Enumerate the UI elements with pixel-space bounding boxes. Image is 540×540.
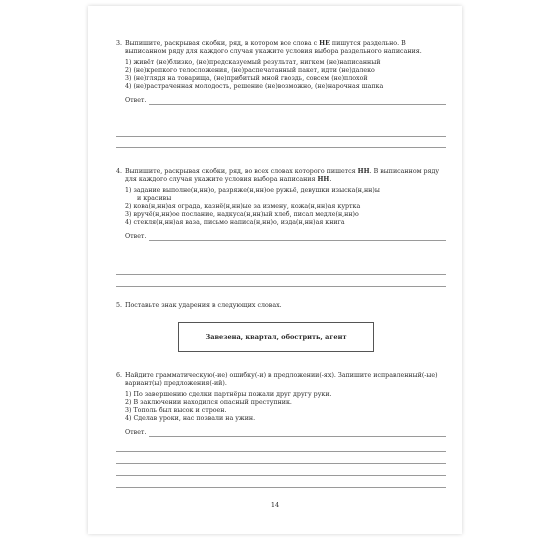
answer-label: Ответ. bbox=[125, 429, 147, 436]
answer-line[interactable] bbox=[125, 97, 446, 106]
task-3 bbox=[116, 40, 446, 106]
answer-line[interactable] bbox=[125, 233, 446, 242]
answer-rule bbox=[149, 240, 446, 241]
option-4: 4) стекля(н,нн)ая ваза, письмо написа(н,нн)о, изда(н,нн)ая книга bbox=[125, 219, 345, 226]
answer-rule-extra[interactable] bbox=[116, 286, 446, 287]
answer-rule bbox=[149, 436, 446, 437]
answer-rule-extra[interactable] bbox=[116, 147, 446, 148]
task-number: 5. bbox=[116, 302, 123, 309]
answer-rule-extra[interactable] bbox=[116, 487, 446, 488]
task-6 bbox=[116, 372, 446, 438]
task-options bbox=[125, 391, 446, 423]
option-4: 4) (не)растраченная молодость, решение (не)возможно, (не)нарочная шапка bbox=[125, 83, 384, 90]
task-options bbox=[125, 187, 446, 227]
task-number: 6. bbox=[116, 372, 123, 379]
task-options bbox=[125, 59, 446, 91]
stress-words-box[interactable] bbox=[178, 322, 374, 352]
answer-rule-extra[interactable] bbox=[116, 274, 446, 275]
option-3: 3) вручё(н,нн)ое послание, надкуса(н,нн)ый хлеб, писал медле(н,нн)о bbox=[125, 211, 359, 218]
answer-label: Ответ. bbox=[125, 233, 147, 240]
workbook-page bbox=[88, 6, 462, 534]
option-1: 1) задание выполне(н,нн)о, разряже(н,нн)ое ружьё, девушки изыска(н,нн)ы bbox=[125, 187, 380, 194]
answer-rule-extra[interactable] bbox=[116, 463, 446, 464]
answer-rule-extra[interactable] bbox=[116, 475, 446, 476]
task-question: Найдите грамматическую(-ие) ошибку(-и) в предложении(-ях). Запишите исправленный(-ые) вариант(ы) предложения(-ий). bbox=[125, 372, 438, 387]
option-3: 3) Тополь был высок и строен. bbox=[125, 407, 227, 414]
task-4 bbox=[116, 168, 446, 242]
option-4: 4) Сделав уроки, нас позвали на ужин. bbox=[125, 415, 256, 422]
option-2: 2) (не)крепкого телосложения, (не)распечатанный пакет, идти (не)далеко bbox=[125, 67, 375, 74]
answer-rule bbox=[149, 104, 446, 105]
answer-rule-extra[interactable] bbox=[116, 451, 446, 452]
answer-label: Ответ. bbox=[125, 97, 147, 104]
answer-line[interactable] bbox=[125, 429, 446, 438]
option-1-continued: и красивы bbox=[137, 195, 172, 202]
task-5 bbox=[116, 302, 446, 310]
option-1: 1) живёт (не)близко, (не)предсказуемый результат, нигкем (не)написанный bbox=[125, 59, 381, 66]
task-question: Выпишите, раскрывая скобки, ряд, во всех словах которого пишется НН. В выписанном ряду для каждого случая укажите условия выбора написания НН. bbox=[125, 168, 440, 183]
option-2: 2) В заключении находился опасный преступник. bbox=[125, 399, 292, 406]
option-2: 2) кова(н,нн)ая ограда, казнё(н,нн)ые за измену, кожа(н,нн)ая куртка bbox=[125, 203, 361, 210]
task-question: Выпишите, раскрывая скобки, ряд, в котором все слова с НЕ пишутся раздельно. В выписанном ряду для каждого случая укажите условия выбора раздельного написания. bbox=[125, 40, 422, 55]
page-number: 14 bbox=[270, 501, 280, 509]
task-number: 4. bbox=[116, 168, 123, 175]
option-1: 1) По завершению сделки партнёры пожали друг другу руки. bbox=[125, 391, 332, 398]
task-number: 3. bbox=[116, 40, 123, 47]
stress-words: Завезена, квартал, обострить, агент bbox=[205, 333, 347, 341]
answer-rule-extra[interactable] bbox=[116, 136, 446, 137]
task-question: Поставьте знак ударения в следующих словах. bbox=[125, 302, 282, 309]
option-3: 3) (не)глядя на товарища, (не)прибитый мной гвоздь, совсем (не)плохой bbox=[125, 75, 368, 82]
